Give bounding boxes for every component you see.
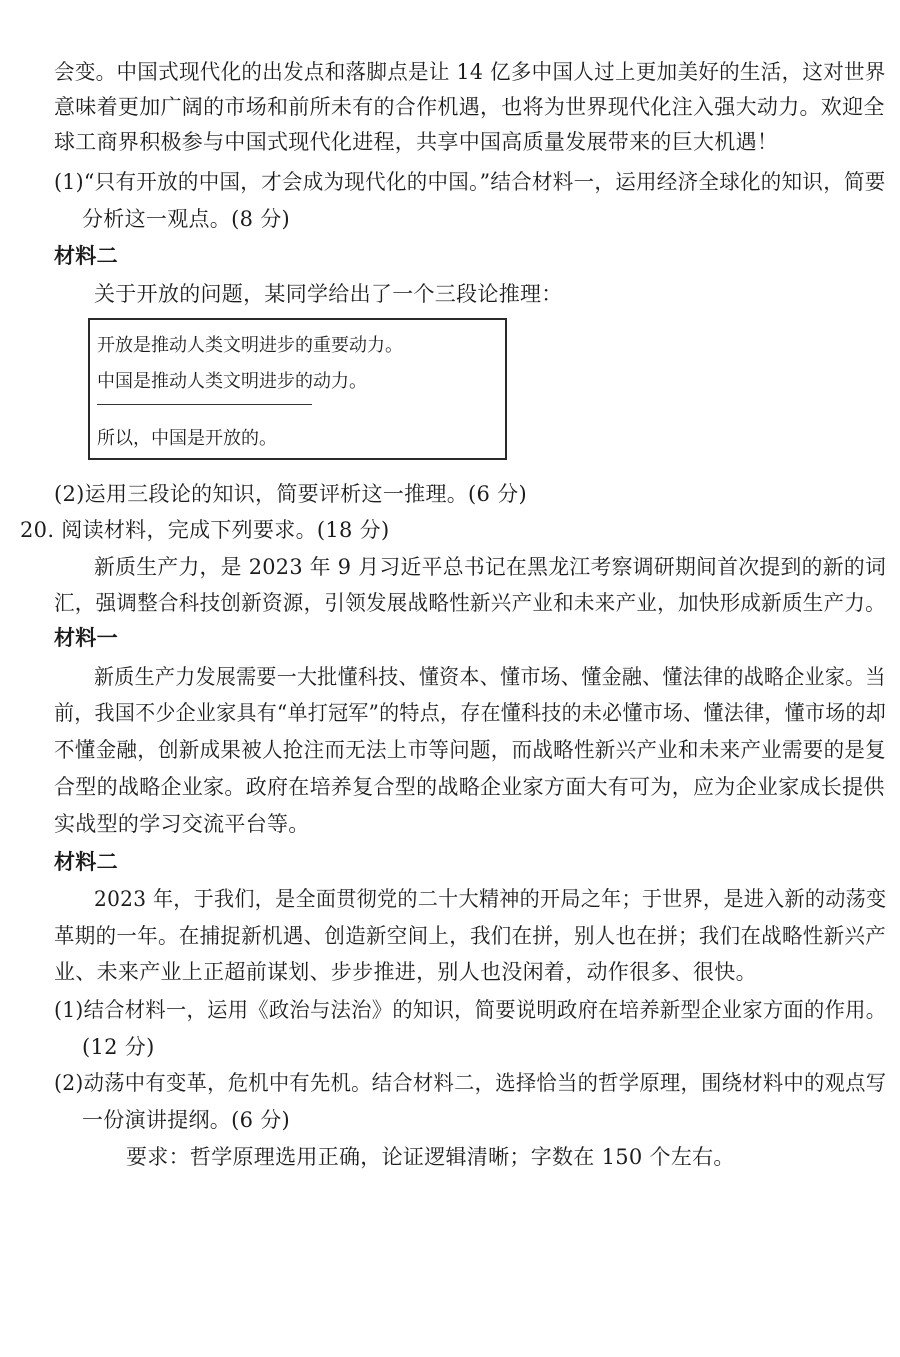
- q20-part2-requirement: 要求：哲学原理选用正确，论证逻辑清晰；字数在 150 个左右。: [126, 1145, 735, 1169]
- syllogism-blank-line: [97, 404, 312, 405]
- q20-material2-heading: 材料二: [54, 849, 118, 874]
- q20-intro-line-2: 汇，强调整合科技创新资源，引领发展战略性新兴产业和未来产业，加快形成新质生产力。: [54, 591, 886, 615]
- q20-material1-line-3: 不懂金融，创新成果被人抢注而无法上市等问题，而战略性新兴产业和未来产业需要的是复: [54, 738, 886, 762]
- q19-part2: (2)运用三段论的知识，简要评析这一推理。(6 分): [54, 482, 527, 506]
- q20-material1-line-4: 合型的战略企业家。政府在培养复合型的战略企业家方面大有可为，应为企业家成长提供: [54, 775, 885, 799]
- q20-material2-line-2: 革期的一年。在捕捉新机遇、创造新空间上，我们在拼，别人也在拼；我们在战略性新兴产: [54, 924, 886, 948]
- syllogism-minor-premise: 中国是推动人类文明进步的动力。: [97, 371, 367, 392]
- q19-part1-line-2: 分析这一观点。(8 分): [82, 207, 291, 231]
- q20-material2-line-3: 业、未来产业上正超前谋划、步步推进，别人也没闲着，动作很多、很快。: [54, 960, 757, 984]
- syllogism-box: [88, 318, 507, 460]
- material1-line-3: 球工商界积极参与中国式现代化进程，共享中国高质量发展带来的巨大机遇！: [54, 130, 779, 154]
- q20-material1-heading: 材料一: [54, 625, 118, 650]
- q20-intro-line-1: 新质生产力，是 2023 年 9 月习近平总书记在黑龙江考察调研期间首次提到的新的词: [94, 555, 887, 579]
- q20-material2-line-1: 2023 年，于我们，是全面贯彻党的二十大精神的开局之年；于世界，是进入新的动荡变: [94, 887, 887, 911]
- q19-part1-line-1: (1)“只有开放的中国，才会成为现代化的中国。”结合材料一，运用经济全球化的知识，简要: [54, 170, 886, 194]
- q19-material2-heading: 材料二: [54, 243, 118, 268]
- q20-material1-line-2: 前，我国不少企业家具有“单打冠军”的特点，存在懂科技的未必懂市场、懂法律，懂市场的却: [54, 701, 887, 725]
- q20-material1-line-5: 实战型的学习交流平台等。: [54, 812, 310, 836]
- material1-line-1: 会变。中国式现代化的出发点和落脚点是让 14 亿多中国人过上更加美好的生活，这对世界: [54, 60, 886, 84]
- syllogism-major-premise: 开放是推动人类文明进步的重要动力。: [97, 335, 403, 356]
- syllogism-conclusion: 所以，中国是开放的。: [97, 428, 277, 449]
- q20-material1-line-1: 新质生产力发展需要一大批懂科技、懂资本、懂市场、懂金融、懂法律的战略企业家。当: [94, 665, 886, 689]
- q20-part2-line-1: (2)动荡中有变革，危机中有先机。结合材料二，选择恰当的哲学原理，围绕材料中的观点写: [54, 1071, 887, 1095]
- q20-title: 20. 阅读材料，完成下列要求。(18 分): [20, 518, 390, 542]
- q20-part2-line-2: 一份演讲提纲。(6 分): [82, 1108, 291, 1132]
- q20-part1-line-1: (1)结合材料一，运用《政治与法治》的知识，简要说明政府在培养新型企业家方面的作用。: [54, 998, 887, 1022]
- q20-part1-line-2: (12 分): [82, 1035, 155, 1059]
- q19-material2-intro: 关于开放的问题，某同学给出了一个三段论推理：: [94, 282, 563, 306]
- material1-line-2: 意味着更加广阔的市场和前所未有的合作机遇，也将为世界现代化注入强大动力。欢迎全: [54, 95, 885, 119]
